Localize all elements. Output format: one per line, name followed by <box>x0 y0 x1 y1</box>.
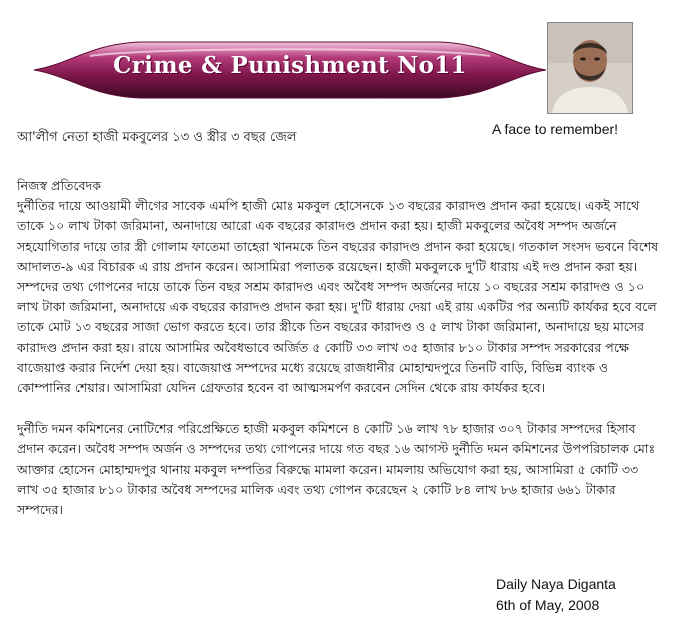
source-date: 6th of May, 2008 <box>496 597 600 613</box>
banner-title: Crime & Punishment No11 <box>113 52 467 79</box>
portrait-image <box>548 23 632 113</box>
source-attribution <box>496 574 616 616</box>
article-paragraph-1: দুর্নীতির দায়ে আওয়ামী লীগের সাবেক এমপি হাজী মোঃ মকবুল হোসেনকে ১৩ বছরের কারাদণ্ড প্রদান করা হয়েছে। একই সাথে তাকে ১০ লাখ টাকা জরিমানা, অনাদায়ে আরো এক বছরের কারাদণ্ড প্রদান করা হয়। হাজী মকবুলের অবৈধ সম্পদ অর্জনে সহযোগিতার দায়ে তার স্ত্রী গোলাম ফাতেমা তাহেরা খানমকে তিন বছরের কারাদণ্ড প্রদান করা হয়েছে। গতকাল সংসদ ভবনে বিশেষ আদালত-৯ এর বিচারক এ রায় প্রদান করেন। আসামিরা পলাতক রয়েছেন। হাজী মকবুলকে দু'টি ধারায় এই দণ্ড প্রদান করা হয়। সম্পদের তথ্য গোপনের দায়ে তাকে তিন বছর সশ্রম কারাদণ্ড এবং অবৈধ সম্পদ অর্জনের দায়ে ১০ বছরের সশ্রম কারাদণ্ড ও ১০ লাখ টাকা জরিমানা, অনাদায়ে এক বছরের কারাদণ্ড প্রদান করা হয়। দু'টি ধারায় দেয়া এই রায় একটির পর অন্যটি কার্যকর হবে বলে তাকে মোট ১৩ বছরের সাজা ভোগ করতে হবে। তার স্ত্রীকে তিন বছরের কারাদণ্ড ও ৫ লাখ টাকা জরিমানা, অনাদায়ে ছয় মাসের কারাদণ্ড প্রদান করা হয়। রায়ে আসামির অবৈধভাবে অর্জিত ৫ কোটি ৩৩ লাখ ৩৫ হাজার ৮১০ টাকার সম্পদ সরকারের পক্ষে বাজেয়াপ্ত করার নির্দেশ দেয়া হয়। বাজেয়াপ্ত সম্পদের মধ্যে রয়েছে রাজধানীর মোহাম্মদপুরে তিনটি বাড়ি, বিভিন্ন ব্যাংক ও কোম্পানির শেয়ার। আসামিরা যেদিন গ্রেফতার হবেন বা আত্মসমর্পণ করবেন সেদিন থেকে রায় কার্যকর হবে। <box>17 198 659 396</box>
article-paragraph-2: দুর্নীতি দমন কমিশনের নোটিশের পরিপ্রেক্ষিতে হাজী মকবুল কমিশনে ৪ কোটি ১৬ লাখ ৭৮ হাজার ৩০৭ টাকার সম্পদের হিসাব প্রদান করেন। অবৈধ সম্পদ অর্জন ও সম্পদের তথ্য গোপনের দায়ে গত বছর ১৬ আগস্ট দুর্নীতি দমন কমিশনের উপপরিচালক মোঃ আক্তার হোসেন মোহাম্মদপুর থানায় মকবুল দম্পতির বিরুদ্ধে মামলা করেন। মামলায় অভিযোগ করা হয়, আসামিরা ৫ কোটি ৩৩ লাখ ৩৫ হাজার ৮১০ টাকার অবৈধ সম্পদের মালিক এবং তথ্য গোপন করেছেন ২ কোটি ৮৪ লাখ ৮৬ হাজার ৬৬১ টাকার সম্পদের। <box>17 421 656 518</box>
portrait-photo <box>547 22 633 114</box>
article-headline: আ'লীগ নেতা হাজী মকবুলের ১৩ ও স্ত্রীর ৩ বছর জেল <box>17 130 297 145</box>
source-publication: Daily Naya Diganta <box>496 576 616 592</box>
title-banner <box>30 30 550 110</box>
article-byline: নিজস্ব প্রতিবেদক <box>17 178 102 193</box>
article-body <box>17 176 660 520</box>
photo-caption: A face to remember! <box>492 121 619 137</box>
